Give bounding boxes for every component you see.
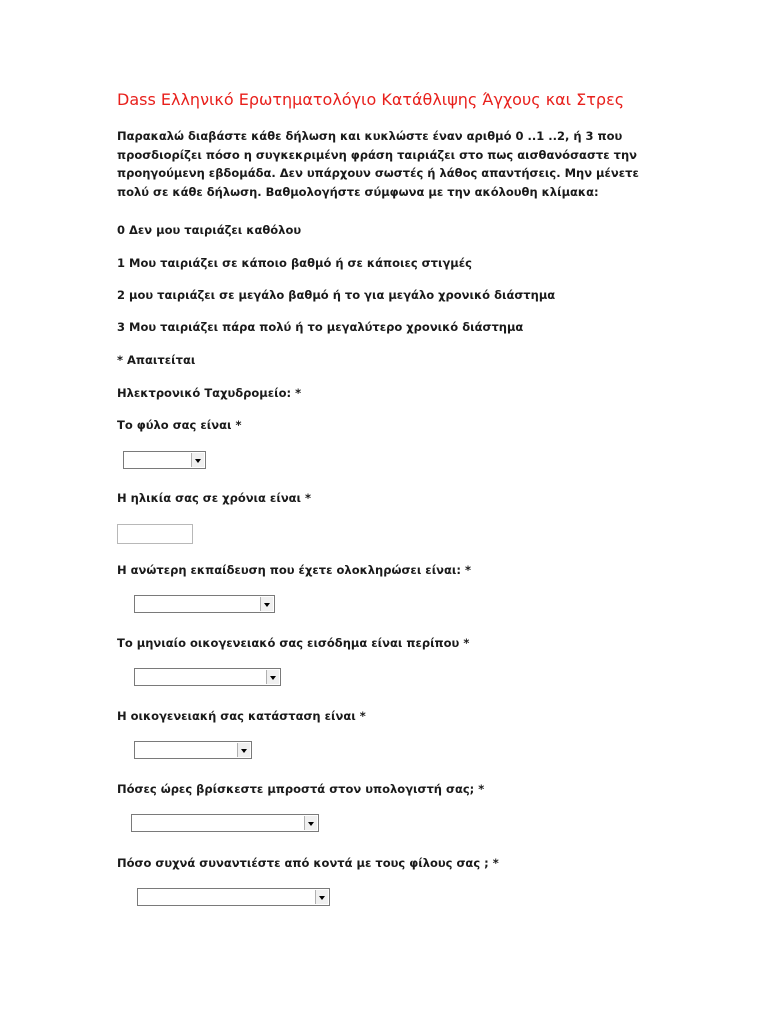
- chevron-down-icon: [191, 453, 204, 467]
- required-note: * Απαιτείται: [117, 353, 196, 367]
- chevron-down-icon: [315, 890, 328, 904]
- scale-item-1: 1 Μου ταιριάζει σε κάποιο βαθμό ή σε κάποιες στιγμές: [117, 256, 472, 270]
- document-title: Dass Ελληνικό Ερωτηματολόγιο Κατάθλιψης Άγχους και Στρες: [117, 90, 625, 109]
- marital-status-select[interactable]: [134, 741, 252, 759]
- chevron-down-icon: [260, 597, 273, 611]
- age-label: Η ηλικία σας σε χρόνια είναι *: [117, 491, 312, 505]
- scale-item-0: 0 Δεν μου ταιριάζει καθόλου: [117, 223, 302, 237]
- education-select[interactable]: [134, 595, 275, 613]
- chevron-down-icon: [266, 670, 279, 684]
- scale-item-2: 2 μου ταιριάζει σε μεγάλο βαθμό ή το για μεγάλο χρονικό διάστημα: [117, 288, 556, 302]
- chevron-down-icon: [237, 743, 250, 757]
- education-label: Η ανώτερη εκπαίδευση που έχετε ολοκληρώσει είναι: *: [117, 563, 472, 577]
- income-select[interactable]: [134, 668, 281, 686]
- scale-item-3: 3 Μου ταιριάζει πάρα πολύ ή το μεγαλύτερο χρονικό διάστημα: [117, 320, 524, 334]
- computer-hours-label: Πόσες ώρες βρίσκεστε μπροστά στον υπολογιστή σας; *: [117, 782, 485, 796]
- chevron-down-icon: [304, 816, 317, 830]
- friends-frequency-label: Πόσο συχνά συναντιέστε από κοντά με τους φίλους σας ; *: [117, 856, 499, 870]
- age-input[interactable]: [117, 524, 193, 544]
- friends-frequency-select[interactable]: [137, 888, 330, 906]
- gender-select[interactable]: [123, 451, 206, 469]
- gender-label: Το φύλο σας είναι *: [117, 418, 242, 432]
- computer-hours-select[interactable]: [131, 814, 319, 832]
- marital-status-label: Η οικογενειακή σας κατάσταση είναι *: [117, 709, 366, 723]
- intro-paragraph: Παρακαλώ διαβάστε κάθε δήλωση και κυκλώστε έναν αριθμό 0 ..1 ..2, ή 3 που προσδιορίζει πόσο η συγκεκριμένη φράση ταιριάζει στο πως αισθανόσαστε την προηγούμενη εβδομάδα. Δεν υπάρχουν σωστές ή λάθος απαντήσεις. Μην μένετε πολύ σε κάθε δήλωση. Βαθμολογήστε σύμφωνα με την ακόλουθη κλίμακα:: [117, 129, 639, 199]
- email-label: Ηλεκτρονικό Ταχυδρομείο: *: [117, 386, 302, 400]
- income-label: Το μηνιαίο οικογενειακό σας εισόδημα είναι περίπου *: [117, 636, 470, 650]
